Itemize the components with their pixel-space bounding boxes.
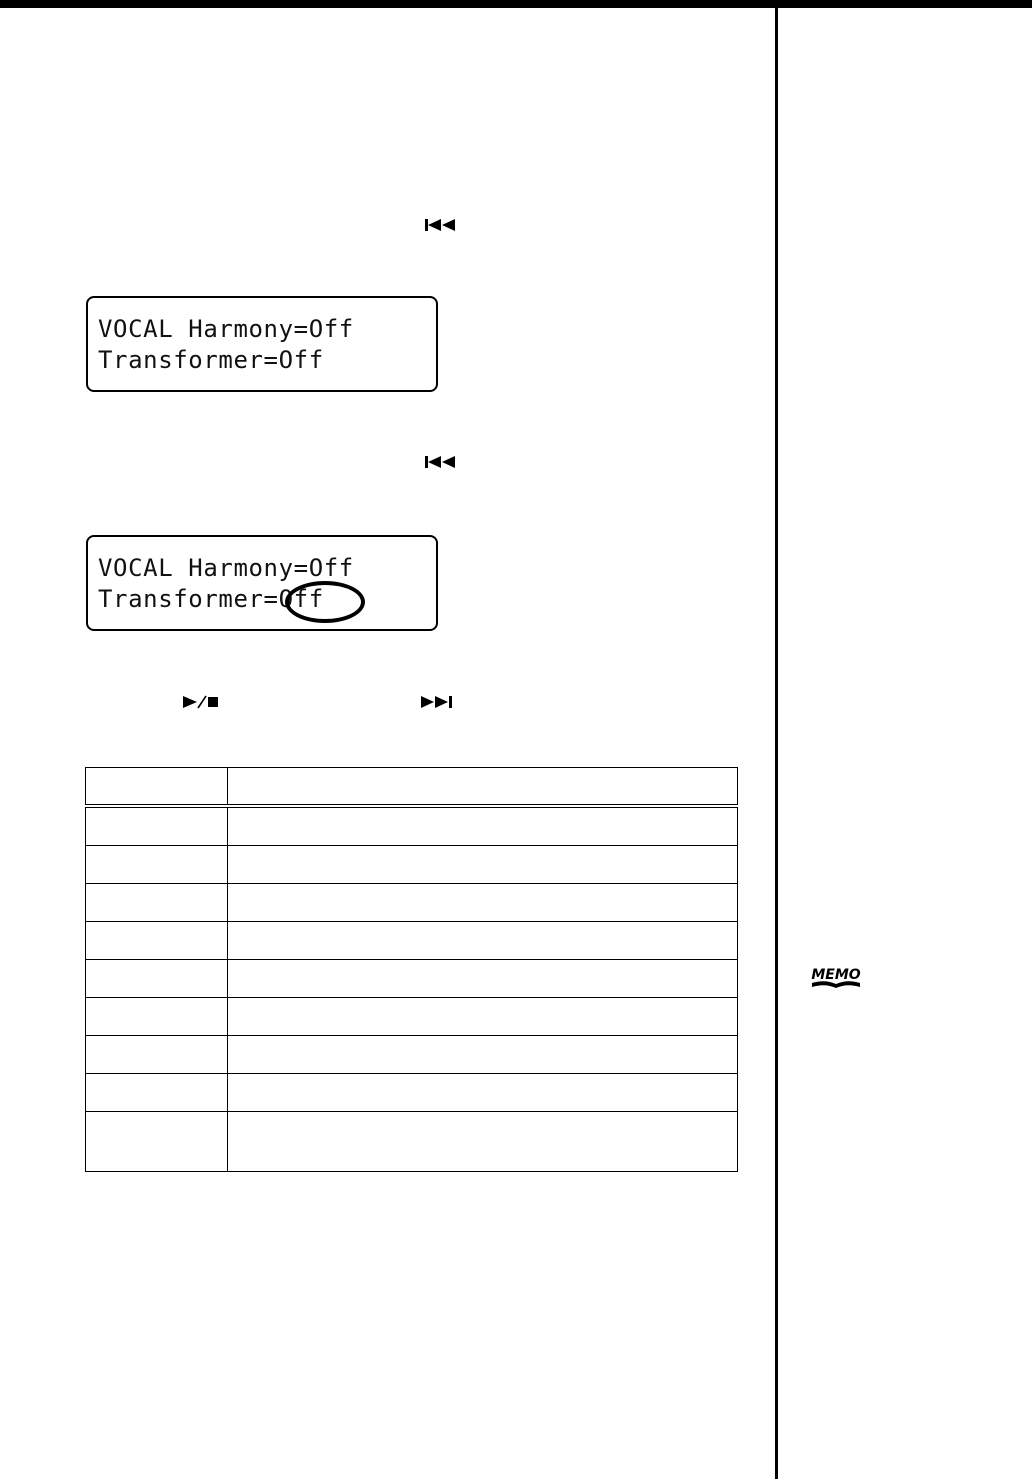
table-row (86, 998, 738, 1036)
table-row (86, 922, 738, 960)
table-row (86, 846, 738, 884)
table-cell (86, 1036, 228, 1074)
table-cell (228, 998, 738, 1036)
table-cell (86, 998, 228, 1036)
table-cell (228, 884, 738, 922)
table-cell (86, 884, 228, 922)
table-cell (86, 846, 228, 884)
table-cell (228, 1036, 738, 1074)
table-header-cell (86, 768, 228, 807)
top-rule (0, 0, 1032, 8)
table-header-cell (228, 768, 738, 807)
parameter-table (85, 767, 738, 1172)
lcd-display-1 (86, 296, 438, 392)
table-cell (86, 806, 228, 846)
table-cell (228, 846, 738, 884)
sidebar-divider (775, 0, 778, 1479)
table-cell (86, 922, 228, 960)
table-cell (86, 960, 228, 998)
table-row (86, 1074, 738, 1112)
table-row (86, 960, 738, 998)
lcd-line-2: Transformer=Off (98, 585, 324, 613)
memo-label: MEMO (811, 967, 861, 983)
lcd-line-2: Transformer=Off (98, 346, 324, 374)
lcd-display-2 (86, 535, 438, 631)
table-cell (86, 1112, 228, 1172)
table-row (86, 1112, 738, 1172)
table-cell (228, 922, 738, 960)
table-cell (228, 1074, 738, 1112)
table-header-row (86, 768, 738, 807)
table-cell (228, 806, 738, 846)
memo-icon (808, 964, 864, 994)
lcd-line-1: VOCAL Harmony=Off (98, 554, 354, 582)
play-stop-icon (183, 695, 223, 709)
skip-back-icon (425, 455, 457, 469)
highlight-ring (285, 581, 365, 623)
table-cell (86, 1074, 228, 1112)
table-row (86, 1036, 738, 1074)
table-row (86, 884, 738, 922)
table-cell (228, 1112, 738, 1172)
skip-back-icon (425, 218, 457, 232)
table-row (86, 806, 738, 846)
table-cell (228, 960, 738, 998)
skip-forward-icon (421, 695, 453, 709)
lcd-line-1: VOCAL Harmony=Off (98, 315, 354, 343)
